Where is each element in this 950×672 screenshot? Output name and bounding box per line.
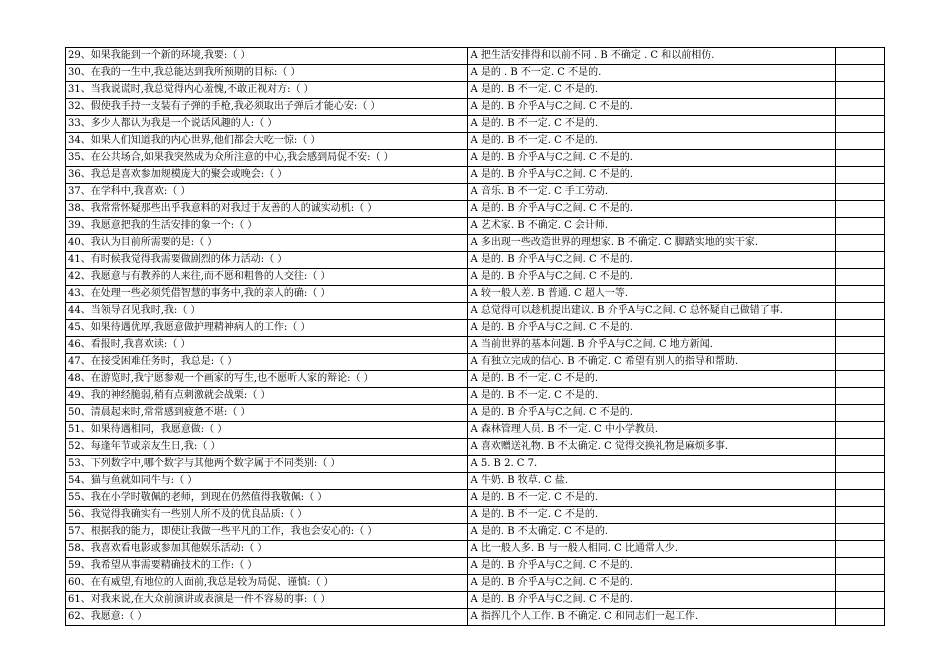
answer-options-cell: A 是的. B 介乎A与C之间. C 不是的.: [468, 575, 835, 592]
question-cell: 42、我愿意与有教养的人来往,而不愿和粗鲁的人交往:（ ）: [66, 269, 468, 286]
table-row: [66, 558, 885, 575]
answer-options-cell: A 指挥几个人工作. B 不确定. C 和同志们一起工作.: [468, 609, 835, 626]
answer-options-cell: A 是的 . B 不一定. C 不是的.: [468, 65, 835, 82]
answer-options-cell: A 较一般人差. B 普通. C 超人一等.: [468, 286, 835, 303]
table-row: [66, 422, 885, 439]
table-row: [66, 575, 885, 592]
response-cell[interactable]: [835, 269, 884, 286]
table-row: [66, 65, 885, 82]
question-cell: 41、有时候我觉得我需要做剧烈的体力活动:（ ）: [66, 252, 468, 269]
answer-options-cell: A 是的. B 介乎A与C之间. C 不是的.: [468, 558, 835, 575]
response-cell[interactable]: [835, 371, 884, 388]
table-row: [66, 252, 885, 269]
response-cell[interactable]: [835, 252, 884, 269]
table-row: [66, 405, 885, 422]
table-row: [66, 592, 885, 609]
answer-options-cell: A 是的. B 介乎A与C之间. C 不是的.: [468, 320, 835, 337]
question-cell: 46、看报时,我喜欢读:（ ）: [66, 337, 468, 354]
response-cell[interactable]: [835, 507, 884, 524]
response-cell[interactable]: [835, 439, 884, 456]
question-cell: 34、如果人们知道我的内心世界,他们都会大吃一惊:（ ）: [66, 133, 468, 150]
table-row: [66, 609, 885, 626]
response-cell[interactable]: [835, 422, 884, 439]
answer-options-cell: A 是的. B 不一定. C 不是的.: [468, 82, 835, 99]
table-row: [66, 524, 885, 541]
question-cell: 37、在学科中,我喜欢:（ ）: [66, 184, 468, 201]
table-row: [66, 48, 885, 65]
table-row: [66, 371, 885, 388]
table-row: [66, 303, 885, 320]
answer-options-cell: A 是的. B 不一定. C 不是的.: [468, 116, 835, 133]
table-row: [66, 218, 885, 235]
table-row: [66, 150, 885, 167]
answer-options-cell: A 是的. B 不一定. C 不是的.: [468, 507, 835, 524]
response-cell[interactable]: [835, 541, 884, 558]
question-cell: 29、如果我能到一个新的环境,我要:（ ）: [66, 48, 468, 65]
answer-options-cell: A 是的. B 介乎A与C之间. C 不是的.: [468, 592, 835, 609]
response-cell[interactable]: [835, 286, 884, 303]
table-row: [66, 82, 885, 99]
question-cell: 36、我总是喜欢参加规模庞大的聚会或晚会:（ ）: [66, 167, 468, 184]
response-cell[interactable]: [835, 184, 884, 201]
answer-options-cell: A 音乐. B 不一定. C 手工劳动.: [468, 184, 835, 201]
response-cell[interactable]: [835, 524, 884, 541]
response-cell[interactable]: [835, 65, 884, 82]
question-cell: 57、根据我的能力，即使让我做一些平凡的工作，我也会安心的:（ ）: [66, 524, 468, 541]
response-cell[interactable]: [835, 82, 884, 99]
table-row: [66, 507, 885, 524]
answer-options-cell: A 是的. B 介乎A与C之间. C 不是的.: [468, 99, 835, 116]
response-cell[interactable]: [835, 320, 884, 337]
question-cell: 33、多少人都认为我是一个说话风趣的人:（ ）: [66, 116, 468, 133]
question-cell: 48、在游览时,我宁愿参观一个画家的写生,也不愿听人家的辩论:（ ）: [66, 371, 468, 388]
answer-options-cell: A 是的. B 介乎A与C之间. C 不是的.: [468, 150, 835, 167]
answer-options-cell: A 是的. B 不一定. C 不是的.: [468, 371, 835, 388]
question-cell: 44、当领导召见我时,我:（ ）: [66, 303, 468, 320]
answer-options-cell: A 是的. B 介乎A与C之间. C 不是的.: [468, 167, 835, 184]
answer-options-cell: A 多出现一些改造世界的理想家. B 不确定. C 脚踏实地的实干家.: [468, 235, 835, 252]
response-cell[interactable]: [835, 354, 884, 371]
questionnaire-table: [65, 47, 885, 626]
question-cell: 38、我常常怀疑那些出乎我意料的对我过于友善的人的诚实动机:（ ）: [66, 201, 468, 218]
response-cell[interactable]: [835, 575, 884, 592]
questionnaire-rows: [66, 48, 885, 626]
answer-options-cell: A 是的. B 介乎A与C之间. C 不是的.: [468, 269, 835, 286]
question-cell: 45、如果待遇优厚,我愿意做护理精神病人的工作:（ ）: [66, 320, 468, 337]
answer-options-cell: A 是的. B 不太确定. C 不是的.: [468, 524, 835, 541]
answer-options-cell: A 有独立完成的信心. B 不确定. C 希望有别人的指导和帮助.: [468, 354, 835, 371]
answer-options-cell: A 是的. B 介乎A与C之间. C 不是的.: [468, 201, 835, 218]
response-cell[interactable]: [835, 48, 884, 65]
answer-options-cell: A 是的. B 不一定. C 不是的.: [468, 490, 835, 507]
response-cell[interactable]: [835, 337, 884, 354]
answer-options-cell: A 是的. B 不一定. C 不是的.: [468, 133, 835, 150]
answer-options-cell: A 艺术家. B 不确定. C 会计师.: [468, 218, 835, 235]
table-row: [66, 235, 885, 252]
response-cell[interactable]: [835, 473, 884, 490]
question-cell: 55、我在小学时敬佩的老师，到现在仍然值得我敬佩:（ ）: [66, 490, 468, 507]
question-cell: 56、我觉得我确实有一些别人所不及的优良品质:（ ）: [66, 507, 468, 524]
response-cell[interactable]: [835, 218, 884, 235]
question-cell: 47、在接受困难任务时，我总是:（ ）: [66, 354, 468, 371]
question-cell: 35、在公共场合,如果我突然成为众所注意的中心,我会感到局促不安:（ ）: [66, 150, 468, 167]
response-cell[interactable]: [835, 456, 884, 473]
answer-options-cell: A 总觉得可以趁机提出建议. B 介乎A与C之间. C 总怀疑自己做错了事.: [468, 303, 835, 320]
question-cell: 30、在我的一生中,我总能达到我所预期的目标:（ ）: [66, 65, 468, 82]
response-cell[interactable]: [835, 150, 884, 167]
answer-options-cell: A 比一般人多. B 与一般人相同. C 比通常人少.: [468, 541, 835, 558]
response-cell[interactable]: [835, 235, 884, 252]
table-row: [66, 388, 885, 405]
response-cell[interactable]: [835, 592, 884, 609]
response-cell[interactable]: [835, 405, 884, 422]
question-cell: 32、假使我手持一支装有子弹的手枪,我必须取出子弹后才能心安:（ ）: [66, 99, 468, 116]
response-cell[interactable]: [835, 201, 884, 218]
question-cell: 54、猫与鱼就如同牛与:（ ）: [66, 473, 468, 490]
table-row: [66, 201, 885, 218]
question-cell: 40、我认为目前所需要的是:（ ）: [66, 235, 468, 252]
table-row: [66, 184, 885, 201]
table-row: [66, 116, 885, 133]
response-cell[interactable]: [835, 388, 884, 405]
answer-options-cell: A 5. B 2. C 7.: [468, 456, 835, 473]
question-cell: 59、我希望从事需要精确技术的工作:（ ）: [66, 558, 468, 575]
table-row: [66, 286, 885, 303]
question-cell: 51、如果待遇相同，我愿意做:（ ）: [66, 422, 468, 439]
response-cell[interactable]: [835, 558, 884, 575]
question-cell: 39、我愿意把我的生活安排的象一个:（ ）: [66, 218, 468, 235]
table-row: [66, 354, 885, 371]
response-cell[interactable]: [835, 116, 884, 133]
table-row: [66, 473, 885, 490]
answer-options-cell: A 是的. B 介乎A与C之间. C 不是的.: [468, 252, 835, 269]
table-row: [66, 99, 885, 116]
question-cell: 53、下列数字中,哪个数字与其他两个数字属于不同类别:（ ）: [66, 456, 468, 473]
response-cell[interactable]: [835, 99, 884, 116]
answer-options-cell: A 是的. B 介乎A与C之间. C 不是的.: [468, 405, 835, 422]
answer-options-cell: A 森林管理人员. B 不一定. C 中小学教员.: [468, 422, 835, 439]
table-row: [66, 167, 885, 184]
question-cell: 60、在有威望,有地位的人面前,我总是较为局促、谨慎:（ ）: [66, 575, 468, 592]
table-row: [66, 439, 885, 456]
question-cell: 62、我愿意:（ ）: [66, 609, 468, 626]
question-cell: 61、对我来说,在大众前演讲或表演是一件不容易的事:（ ）: [66, 592, 468, 609]
question-cell: 49、我的神经脆弱,稍有点刺激就会战栗:（ ）: [66, 388, 468, 405]
answer-options-cell: A 喜欢赠送礼物. B 不太确定. C 觉得交换礼物是麻烦多事.: [468, 439, 835, 456]
answer-options-cell: A 牛奶. B 牧草. C 盐.: [468, 473, 835, 490]
table-row: [66, 133, 885, 150]
question-cell: 43、在处理一些必须凭借智慧的事务中,我的亲人的确:（ ）: [66, 286, 468, 303]
answer-options-cell: A 是的. B 不一定. C 不是的.: [468, 388, 835, 405]
table-row: [66, 337, 885, 354]
response-cell[interactable]: [835, 490, 884, 507]
response-cell[interactable]: [835, 303, 884, 320]
table-row: [66, 320, 885, 337]
response-cell[interactable]: [835, 609, 884, 626]
table-row: [66, 456, 885, 473]
table-row: [66, 269, 885, 286]
question-cell: 50、清晨起来时,常常感到疲惫不堪:（ ）: [66, 405, 468, 422]
table-row: [66, 541, 885, 558]
answer-options-cell: A 把生活安排得和以前不同 . B 不确定 . C 和以前相仿.: [468, 48, 835, 65]
question-cell: 52、每逢年节或亲友生日,我:（ ）: [66, 439, 468, 456]
table-row: [66, 490, 885, 507]
question-cell: 58、我喜欢看电影或参加其他娱乐活动:（ ）: [66, 541, 468, 558]
response-cell[interactable]: [835, 167, 884, 184]
question-cell: 31、当我说谎时,我总觉得内心羞愧,不敢正视对方:（ ）: [66, 82, 468, 99]
answer-options-cell: A 当前世界的基本问题. B 介乎A与C之间. C 地方新闻.: [468, 337, 835, 354]
response-cell[interactable]: [835, 133, 884, 150]
